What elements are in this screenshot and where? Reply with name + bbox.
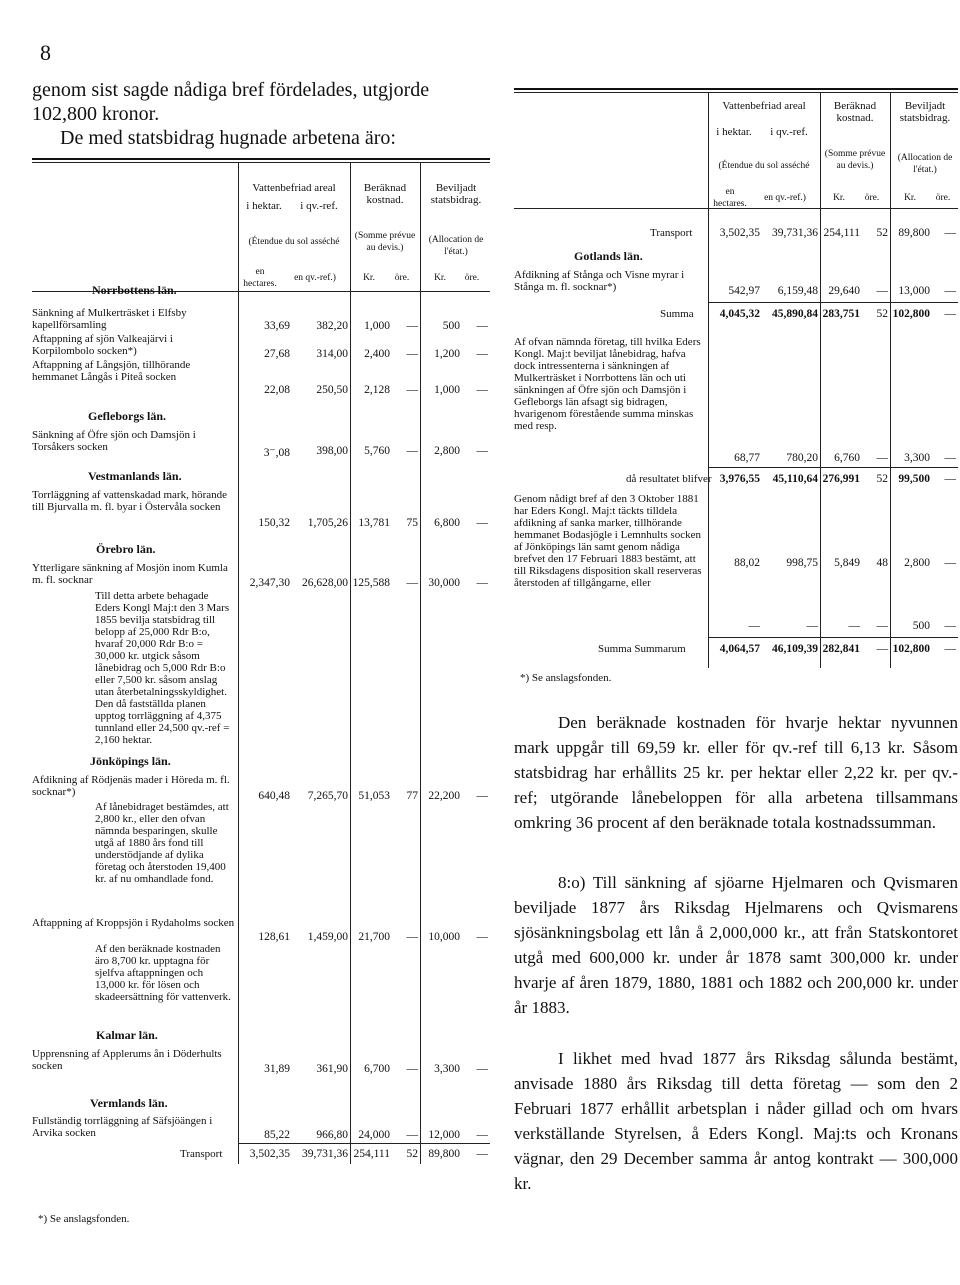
value: 48 [876, 557, 888, 569]
value: — [476, 348, 488, 360]
value: 500 [912, 620, 930, 632]
value: 45,110,64 [772, 473, 818, 485]
col-ore: öre. [864, 193, 880, 203]
col-divider [708, 92, 709, 668]
value: — [476, 790, 488, 802]
value: 1,000 [364, 320, 390, 332]
value: 2,128 [364, 384, 390, 396]
rule [708, 302, 958, 303]
intro-text [32, 78, 492, 150]
value: 2,400 [364, 348, 390, 360]
rule [238, 1143, 490, 1144]
paragraph: Den beräknade kostnaden för hvarje hektar nyvunnen mark uppgår till 69,59 kr. eller för qv.-ref till 6,13 kr. Såsom statsbidrag har erhållits 25 kr. per hektar eller 2,22 kr. per qv.-ref; utgörande lånebeloppen för alla arbetena tillsammans omkring 36 procent af den beräknade totala kostnadssumman. [514, 713, 958, 832]
value: 3,502,35 [719, 227, 760, 239]
value: 4,064,57 [719, 643, 760, 655]
entry-text: Ytterligare sänkning af Mosjön inom Kumla m. fl. socknar [32, 562, 228, 586]
value: 7,265,70 [307, 790, 348, 802]
rule [708, 637, 958, 638]
value: — [476, 1063, 488, 1075]
value: — [944, 452, 956, 464]
value: 6,800 [434, 517, 460, 529]
paragraph: 8:o) Till sänkning af sjöarne Hjelmaren och Qvismaren beviljade 1877 års Riksdag Hjelmarens och Qvismarens sjösänkningsbolag ett lån å 2,000,000 kr., att från Statskontoret utgå med 600,000 kr. under år 1878 samt 300,000 kr. under hvarje af åren 1879, 1880, 1881 och 1882 och 200,000 kr. under år 1883. [514, 873, 958, 1017]
intro-line: genom sist sagde nådiga bref fördelades, utgjorde [32, 79, 430, 101]
entry-text: Aftappning af sjön Valkeajärvi i Korpilombolo socken*) [32, 333, 173, 357]
value: 1,200 [434, 348, 460, 360]
value: 30,000 [428, 577, 460, 589]
entry-text: Genom nådigt bref af den 3 Oktober 1881 har Eders Kongl. Maj:t täckts tilldela afdikning af sanka marker, tillhörande hemmanet Bodasjögle i Lemnhults socken af Jönköpings län samt genom nådiga brefvet den 17 Februari 1883 bestämt, att till Riksdagens disposition skall reserveras återstoden af tillgångarne, eller [514, 493, 702, 589]
value: 254,111 [353, 1148, 390, 1160]
col-divider [238, 162, 239, 1164]
value: 1,000 [434, 384, 460, 396]
col-divider [820, 92, 821, 668]
col-ore2: öre. [935, 193, 951, 203]
entry-text: Af ofvan nämnda företag, till hvilka Eders Kongl. Maj:t beviljat lånebidrag, hafva dock intressenterna i sänkningen af Mulkerträsket i Norrbottens län och uti sänkningen af Öfre sjön och Damsjön i Gefleborgs län afsagt sig bidragen, hvarigenom förestående summa minskas med resp. [514, 336, 701, 432]
value: 3,976,55 [719, 473, 760, 485]
value: 1,705,26 [307, 517, 348, 529]
county-heading: Vermlands län. [90, 1096, 168, 1110]
col-ore: öre. [394, 273, 410, 283]
value: 27,68 [264, 348, 290, 360]
value: 39,731,36 [772, 227, 818, 239]
value: 102,800 [892, 308, 930, 320]
footnote: *) Se anslagsfonden. [520, 672, 612, 684]
county-heading: Vestmanlands län. [88, 469, 182, 483]
value: 3,300 [904, 452, 930, 464]
value: 24,000 [358, 1129, 390, 1141]
value: — [476, 320, 488, 332]
col-hectares: en hectares. [713, 187, 747, 209]
value: 6,159,48 [777, 285, 818, 297]
col-area-header: Vattenbefriad areal [252, 182, 336, 194]
value: — [944, 227, 956, 239]
value: 89,800 [898, 227, 930, 239]
value: 150,32 [258, 517, 290, 529]
col-cost-header: Beräknad kostnad. [833, 100, 877, 124]
value: 52 [406, 1148, 418, 1160]
value: 4,045,32 [719, 308, 760, 320]
value: 283,751 [822, 308, 860, 320]
value: — [806, 620, 818, 632]
entry-text: Sänkning af Öfre sjön och Damsjön i Torsåkers socken [32, 429, 196, 453]
value: 22,08 [264, 384, 290, 396]
col-area-header: Vattenbefriad areal [722, 100, 806, 112]
value: 250,50 [316, 384, 348, 396]
value: 22,200 [428, 790, 460, 802]
value: — [848, 620, 860, 632]
value: 2,800 [434, 445, 460, 457]
value: — [406, 931, 418, 943]
county-heading: Kalmar län. [96, 1028, 158, 1042]
rule [514, 92, 958, 93]
value: — [944, 473, 956, 485]
value: 640,48 [258, 790, 290, 802]
col-allocation: (Allocation de l'état.) [897, 153, 953, 175]
col-etendue: (Étendue du sol asséché [718, 161, 810, 171]
value: 2,347,30 [249, 577, 290, 589]
value: 125,588 [352, 577, 390, 589]
intro-line: De med statsbidrag hugnade arbetena äro: [60, 127, 396, 149]
entry-note: Af den beräknade kostnaden äro 8,700 kr. upptagna för sjelfva aftappningen och 13,000 kr. för lösen och skadeersättning för vattenverk. [95, 943, 231, 1003]
value: 13,000 [898, 285, 930, 297]
value: 88,02 [734, 557, 760, 569]
value: 85,22 [264, 1129, 290, 1141]
value: 542,97 [728, 285, 760, 297]
value: 3,300 [434, 1063, 460, 1075]
value: — [476, 517, 488, 529]
intro-line: 102,800 kronor. [32, 103, 160, 125]
col-qvref: i qv.-ref. [770, 126, 808, 138]
value: 314,00 [316, 348, 348, 360]
col-kr2: Kr. [434, 273, 446, 283]
col-hectares: en hectares. [243, 267, 277, 289]
value: — [476, 931, 488, 943]
col-en-qvref: en qv.-ref.) [294, 273, 336, 283]
value: 10,000 [428, 931, 460, 943]
value: — [406, 445, 418, 457]
value: — [406, 320, 418, 332]
value: 21,700 [358, 931, 390, 943]
col-somme: (Somme prévue au devis.) [354, 231, 416, 253]
value: 276,991 [822, 473, 860, 485]
transport-label: Transport [180, 1148, 223, 1160]
entry-note: Af lånebidraget bestämdes, att 2,800 kr., eller den ofvan nämnda besparingen, skulle utgå af 1880 års fond till understödjande af dylika företag och återstoden 19,400 kr. af nu omhandlade fond. [95, 801, 229, 885]
sum-total-label: Summa Summarum [598, 643, 686, 655]
value: 382,20 [316, 320, 348, 332]
result-label: då resultatet blifver [626, 473, 712, 485]
col-qvref: i qv.-ref. [300, 200, 338, 212]
value: — [406, 1063, 418, 1075]
value: 51,053 [358, 790, 390, 802]
rule [32, 158, 490, 160]
value: — [876, 643, 888, 655]
col-grant-header: Beviljadt statsbidrag. [899, 100, 951, 124]
rule [32, 162, 490, 163]
value: — [406, 1129, 418, 1141]
value: 26,628,00 [302, 577, 348, 589]
value: 89,800 [428, 1148, 460, 1160]
value: 75 [406, 517, 418, 529]
value: 29,640 [828, 285, 860, 297]
footnote: *) Se anslagsfonden. [38, 1213, 130, 1225]
value: 13,781 [358, 517, 390, 529]
value: 52 [876, 227, 888, 239]
rule [514, 88, 958, 90]
entry-text: Sänkning af Mulkerträsket i Elfsby kapellförsamling [32, 307, 187, 331]
col-etendue: (Étendue du sol asséché [248, 237, 340, 247]
value: 31,89 [264, 1063, 290, 1075]
county-heading: Norrbottens län. [92, 283, 177, 297]
value: — [476, 577, 488, 589]
value: — [876, 620, 888, 632]
entry-note: Till detta arbete behagade Eders Kongl Maj:t den 3 Mars 1855 bevilja statsbidrag till belopp af 25,000 Rdr B:o, hvaraf 20,000 Rdr B:o = 30,000 kr. utgick såsom lånebidrag och 5,000 Rdr B:o eller 7,500 kr. såsom anslag utan återbetalningsskyldighet. Den då fastställda planen upptog torrläggning af 4,375 tunnland eller 24,500 qv.-ref = 2,160 hektar. [95, 590, 230, 746]
value: 361,90 [316, 1063, 348, 1075]
value: 102,800 [892, 643, 930, 655]
value: 39,731,36 [302, 1148, 348, 1160]
value: 3,502,35 [249, 1148, 290, 1160]
value: — [406, 384, 418, 396]
value: 45,890,84 [772, 308, 818, 320]
entry-text: Fullständig torrläggning af Säfsjöängen i Arvika socken [32, 1115, 213, 1139]
value: — [406, 348, 418, 360]
value: 12,000 [428, 1129, 460, 1141]
col-somme: (Somme prévue au devis.) [824, 149, 886, 171]
col-divider [420, 162, 421, 1164]
value: 6,760 [834, 452, 860, 464]
entry-text: Aftappning af Långsjön, tillhörande hemmanet Långås i Piteå socken [32, 359, 191, 383]
value: 500 [442, 320, 460, 332]
col-hektar: i hektar. [716, 126, 752, 138]
transport-label: Transport [650, 227, 693, 239]
value: 46,109,39 [772, 643, 818, 655]
value: 254,111 [823, 227, 860, 239]
value: 52 [876, 308, 888, 320]
value: 282,841 [822, 643, 860, 655]
page-number: 8 [40, 40, 51, 65]
value: 33,69 [264, 320, 290, 332]
value: — [944, 643, 956, 655]
col-ore2: öre. [464, 273, 480, 283]
value: — [944, 285, 956, 297]
value: — [406, 577, 418, 589]
county-heading: Örebro län. [96, 542, 156, 556]
value: 77 [406, 790, 418, 802]
value: — [944, 308, 956, 320]
county-heading: Gotlands län. [574, 249, 643, 263]
col-kr2: Kr. [904, 193, 916, 203]
paragraph: I likhet med hvad 1877 års Riksdag sålunda bestämt, anvisade 1880 års Riksdag till detta företag — som den 2 Februari 1877 erhållit arbetsplan i nåder gillad och om hvars verkställande Styrelsen, å Eders Kongl. Maj:ts och Kronans vägnar, den 29 December samma år antog kontrakt — 300,000 kr. [514, 1049, 958, 1193]
value: 6,700 [364, 1063, 390, 1075]
entry-text: Afdikning af Stånga och Visne myrar i Stånga m. fl. socknar*) [514, 269, 685, 293]
col-kr: Kr. [833, 193, 845, 203]
value: 99,500 [898, 473, 930, 485]
col-en-qvref: en qv.-ref.) [764, 193, 806, 203]
value: — [944, 620, 956, 632]
col-divider [890, 92, 891, 668]
col-kr: Kr. [363, 273, 375, 283]
entry-text: Afdikning af Rödjenäs mader i Höreda m. fl. socknar*) [32, 774, 230, 798]
value: 1,459,00 [307, 931, 348, 943]
col-cost-header: Beräknad kostnad. [363, 182, 407, 206]
entry-text: Torrläggning af vattenskadad mark, hörande till Bjurvalla m. fl. byar i Östervåla socken [32, 489, 228, 513]
value: — [944, 557, 956, 569]
value: 5,760 [364, 445, 390, 457]
col-hektar: i hektar. [246, 200, 282, 212]
value: 780,20 [786, 452, 818, 464]
col-allocation: (Allocation de l'état.) [428, 235, 484, 257]
value: — [476, 384, 488, 396]
summa-label: Summa [660, 308, 694, 320]
value: 52 [876, 473, 888, 485]
value: — [876, 285, 888, 297]
value: 128,61 [258, 931, 290, 943]
value: — [476, 445, 488, 457]
value: 966,80 [316, 1129, 348, 1141]
county-heading: Jönköpings län. [90, 754, 171, 768]
value: — [876, 452, 888, 464]
value: 998,75 [786, 557, 818, 569]
value: — [748, 620, 760, 632]
entry-text: Upprensning af Applerums ån i Döderhults socken [32, 1048, 222, 1072]
county-heading: Gefleborgs län. [88, 409, 166, 423]
value: — [476, 1148, 488, 1160]
value: 398,00 [316, 445, 348, 457]
value: 3⁻,08 [263, 447, 290, 459]
value: 5,849 [834, 557, 860, 569]
col-grant-header: Beviljadt statsbidrag. [430, 182, 482, 206]
value: — [476, 1129, 488, 1141]
rule [708, 467, 958, 468]
value: 2,800 [904, 557, 930, 569]
entry-text: Aftappning af Kroppsjön i Rydaholms socken [32, 917, 235, 929]
value: 68,77 [734, 452, 760, 464]
col-divider [350, 162, 351, 1164]
